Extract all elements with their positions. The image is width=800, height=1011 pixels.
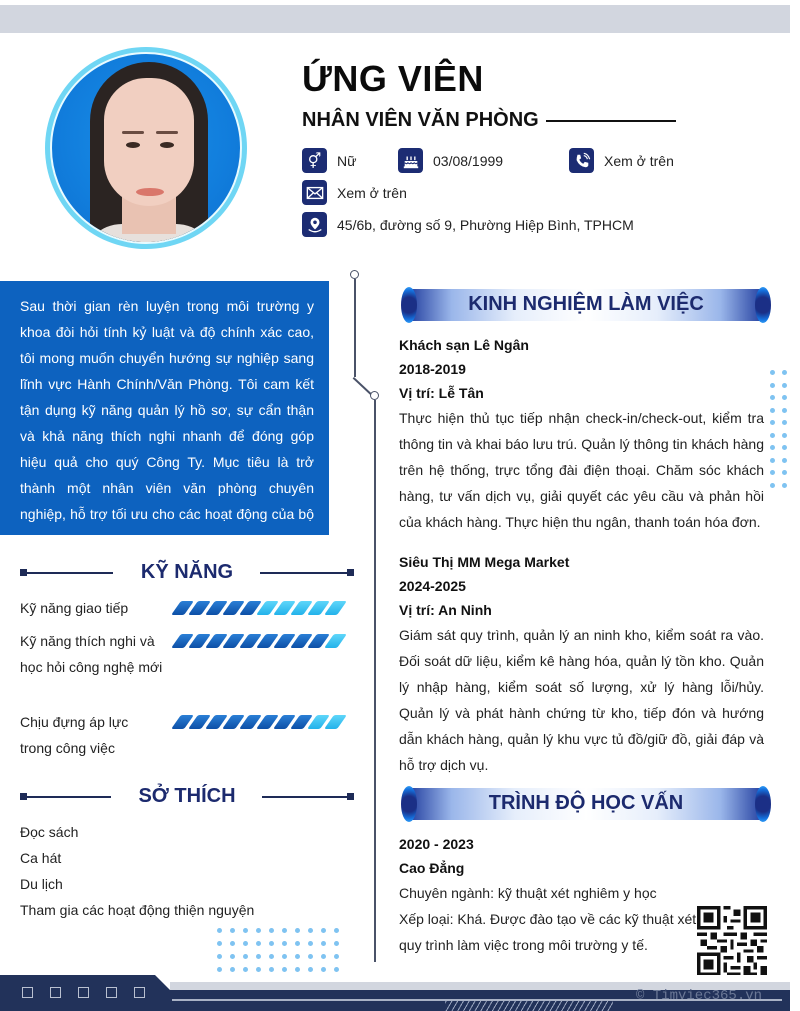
hobbies-title: SỞ THÍCH: [138, 785, 236, 807]
skill-bar: [176, 634, 342, 648]
hobby-item: Du lịch: [20, 876, 63, 892]
education-rank: Xếp loại: Khá. Được đào tạo về các kỹ thuật xét: [399, 911, 697, 927]
education-degree: Cao Đẳng: [399, 860, 465, 876]
birthday-value: 03/08/1999: [433, 152, 504, 169]
work-period: 2018-2019: [399, 361, 466, 377]
experience-item: [399, 550, 764, 778]
education-header: [399, 786, 773, 822]
education-item: [399, 832, 699, 958]
avatar: [45, 47, 247, 249]
address-value: 45/6b, đường số 9, Phường Hiệp Bình, TPHCM: [337, 216, 634, 233]
hobby-item: Ca hát: [20, 850, 62, 866]
work-position: Vị trí: Lễ Tân: [399, 385, 484, 401]
gender-value: Nữ: [337, 152, 357, 169]
skill-label: Kỹ năng giao tiếp: [20, 600, 129, 616]
phone-icon: [569, 148, 594, 173]
experience-item: [399, 333, 764, 535]
work-position: Vị trí: An Ninh: [399, 602, 492, 618]
qr-code-icon: [697, 906, 767, 976]
info-phone: [569, 148, 674, 173]
dot-pattern: [217, 928, 339, 972]
hobby-item: Đọc sách: [20, 824, 79, 840]
company-name: Khách sạn Lê Ngân: [399, 337, 529, 353]
experience-header: [399, 287, 773, 323]
timeline-node: [350, 270, 359, 279]
skill-label: Chịu đựng áp lực trong công việc: [20, 714, 129, 756]
work-description: Thực hiện thủ tục tiếp nhận check-in/check-out, kiểm tra thông tin và khai báo lưu trú. Quản lý thông tin khách hàng trên hệ thống, trực tổng đài điện thoại. Chăm sóc khách hàng, tư vấn dịch vụ, giải quyết các yêu cầu và phản hồi của khách hàng. Thực hiện thu ngân, thanh toán hóa đơn.: [399, 410, 764, 530]
avatar-photo: [50, 52, 242, 244]
dot-pattern: [770, 370, 787, 488]
envelope-icon: [302, 180, 327, 205]
skill-bar: [176, 601, 342, 615]
skills-header: [20, 561, 354, 585]
company-name: Siêu Thị MM Mega Market: [399, 554, 570, 570]
work-period: 2024-2025: [399, 578, 466, 594]
hobby-item: Tham gia các hoạt động thiện nguyện: [20, 902, 255, 918]
map-pin-icon: [302, 212, 327, 237]
footer-hatch: [445, 1001, 613, 1011]
education-rank-cont: quy trình làm việc trong môi trường y tế.: [399, 937, 648, 953]
work-description: Giám sát quy trình, quản lý an ninh kho, kiểm soát ra vào. Đối soát dữ liệu, kiểm kê hàng hóa, quản lý tồn kho. Quản lý nhập hàng, kiểm soát số lượng, xử lý hàng lỗi/hủy. Quản lý và phát hành chứng từ kho, tiếp đón và hướng dẫn khách hàng, quản lý khu vực tủ đồ/giữ đồ, giải đáp và hỗ trợ dịch vụ.: [399, 627, 764, 773]
skills-title: KỸ NĂNG: [140, 561, 234, 583]
education-major: Chuyên ngành: kỹ thuật xét nghiêm y học: [399, 885, 657, 901]
education-title: TRÌNH ĐỘ HỌC VẤN: [488, 792, 684, 814]
timeline-line: [354, 279, 356, 377]
gender-icon: ⚥: [302, 148, 327, 173]
timeline-node: [370, 391, 379, 400]
hobbies-header: [20, 785, 354, 809]
top-band: [0, 5, 790, 33]
birthday-cake-icon: [398, 148, 423, 173]
info-birthday: [398, 148, 503, 173]
career-objective: Sau thời gian rèn luyện trong môi trường y khoa đòi hỏi tính kỷ luật và độ chính xác cao, tôi mong muốn chuyển hướng sự nghiệp sang lĩnh vực Hành Chính/Văn Phòng. Tôi cam kết tận dụng kỹ năng quản lý hồ sơ, sự cẩn thận và khả năng thích nghi nhanh để đóng góp hiệu quả cho quý Công Ty. Mục tiêu là trở thành một nhân viên văn phòng chuyên nghiệp, hỗ trợ tối ưu cho các hoạt động của bộ phận.: [0, 281, 329, 535]
footer-squares: [22, 987, 145, 998]
timeline-line: [374, 400, 376, 962]
skill-label: Kỹ năng thích nghi và học hỏi công nghệ mới: [20, 633, 163, 675]
info-gender: [302, 148, 356, 173]
email-value: Xem ở trên: [337, 184, 407, 201]
candidate-name: ỨNG VIÊN: [302, 58, 484, 99]
info-address: [302, 212, 634, 237]
phone-value: Xem ở trên: [604, 152, 674, 169]
job-title: NHÂN VIÊN VĂN PHÒNG: [302, 109, 539, 131]
skill-bar: [176, 715, 342, 729]
title-divider: [546, 120, 676, 122]
education-period: 2020 - 2023: [399, 836, 474, 852]
info-email: [302, 180, 407, 205]
copyright: © Timviec365.vn: [636, 988, 763, 1004]
experience-title: KINH NGHIỆM LÀM VIỆC: [468, 293, 704, 315]
